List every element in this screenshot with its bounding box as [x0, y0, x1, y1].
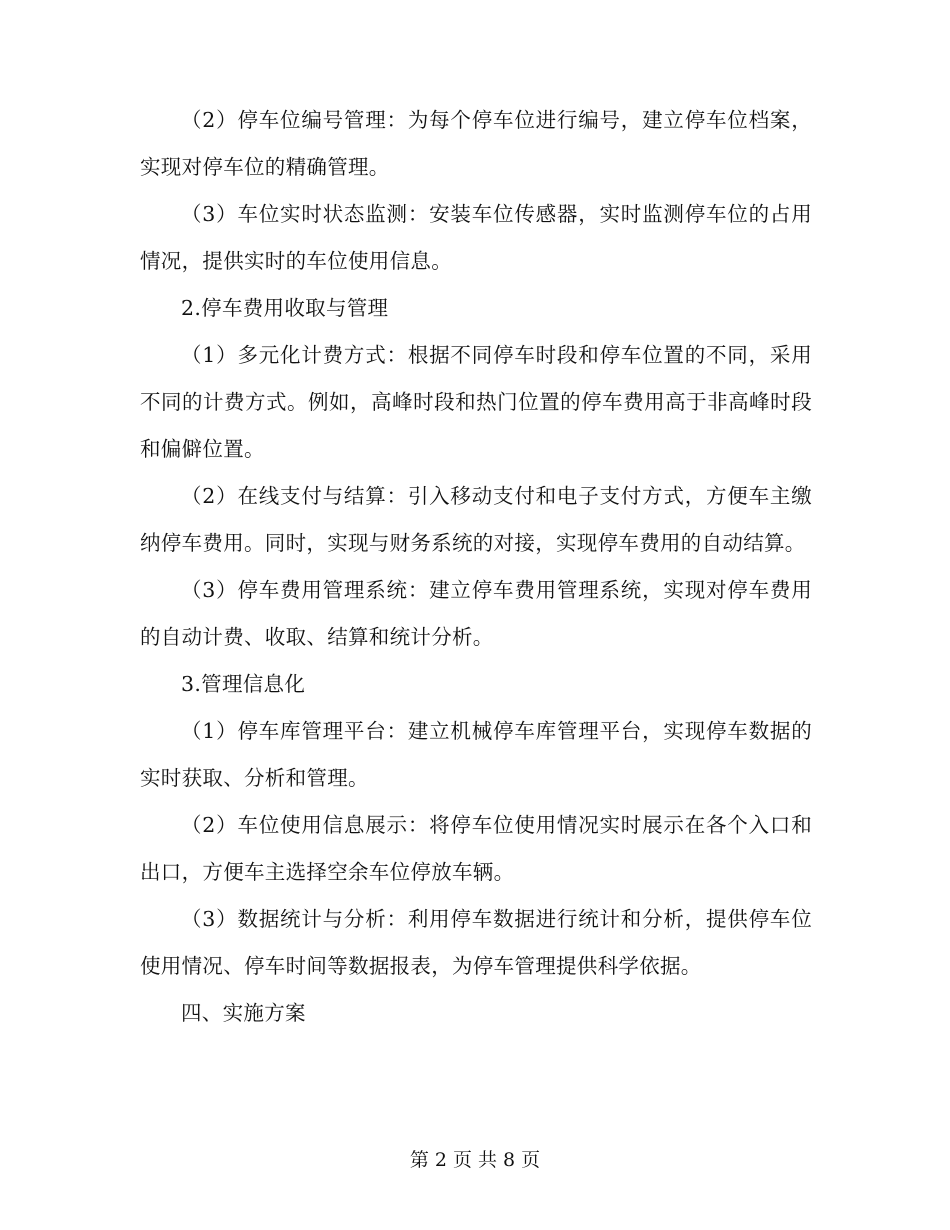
paragraph-garage-platform: （1）停车库管理平台：建立机械停车库管理平台，实现停车数据的实时获取、分析和管理。: [140, 719, 812, 790]
paragraph-status-monitoring: （3）车位实时状态监测：安装车位传感器，实时监测停车位的占用情况，提供实时的车位使用信息。: [140, 202, 812, 273]
document-body: [140, 97, 812, 1037]
paragraph-data-analysis: （3）数据统计与分析：利用停车数据进行统计和分析，提供停车位使用情况、停车时间等数据报表，为停车管理提供科学依据。: [140, 907, 812, 978]
section-heading-informatization: 3.管理信息化: [181, 672, 306, 696]
section-heading-fee-management: 2.停车费用收取与管理: [181, 296, 389, 320]
paragraph-fee-system: （3）停车费用管理系统：建立停车费用管理系统，实现对停车费用的自动计费、收取、结算和统计分析。: [140, 578, 812, 649]
paragraph-parking-numbering: （2）停车位编号管理：为每个停车位进行编号，建立停车位档案，实现对停车位的精确管理。: [140, 108, 812, 179]
paragraph-diverse-billing: （1）多元化计费方式：根据不同停车时段和停车位置的不同，采用不同的计费方式。例如，高峰时段和热门位置的停车费用高于非高峰时段和偏僻位置。: [140, 343, 812, 461]
page-footer: 第 2 页 共 8 页: [409, 1149, 541, 1171]
section-heading-implementation: 四、实施方案: [181, 1001, 306, 1025]
paragraph-online-payment: （2）在线支付与结算：引入移动支付和电子支付方式，方便车主缴纳停车费用。同时，实现与财务系统的对接，实现停车费用的自动结算。: [140, 484, 812, 555]
paragraph-info-display: （2）车位使用信息展示：将停车位使用情况实时展示在各个入口和出口，方便车主选择空余车位停放车辆。: [140, 813, 812, 884]
